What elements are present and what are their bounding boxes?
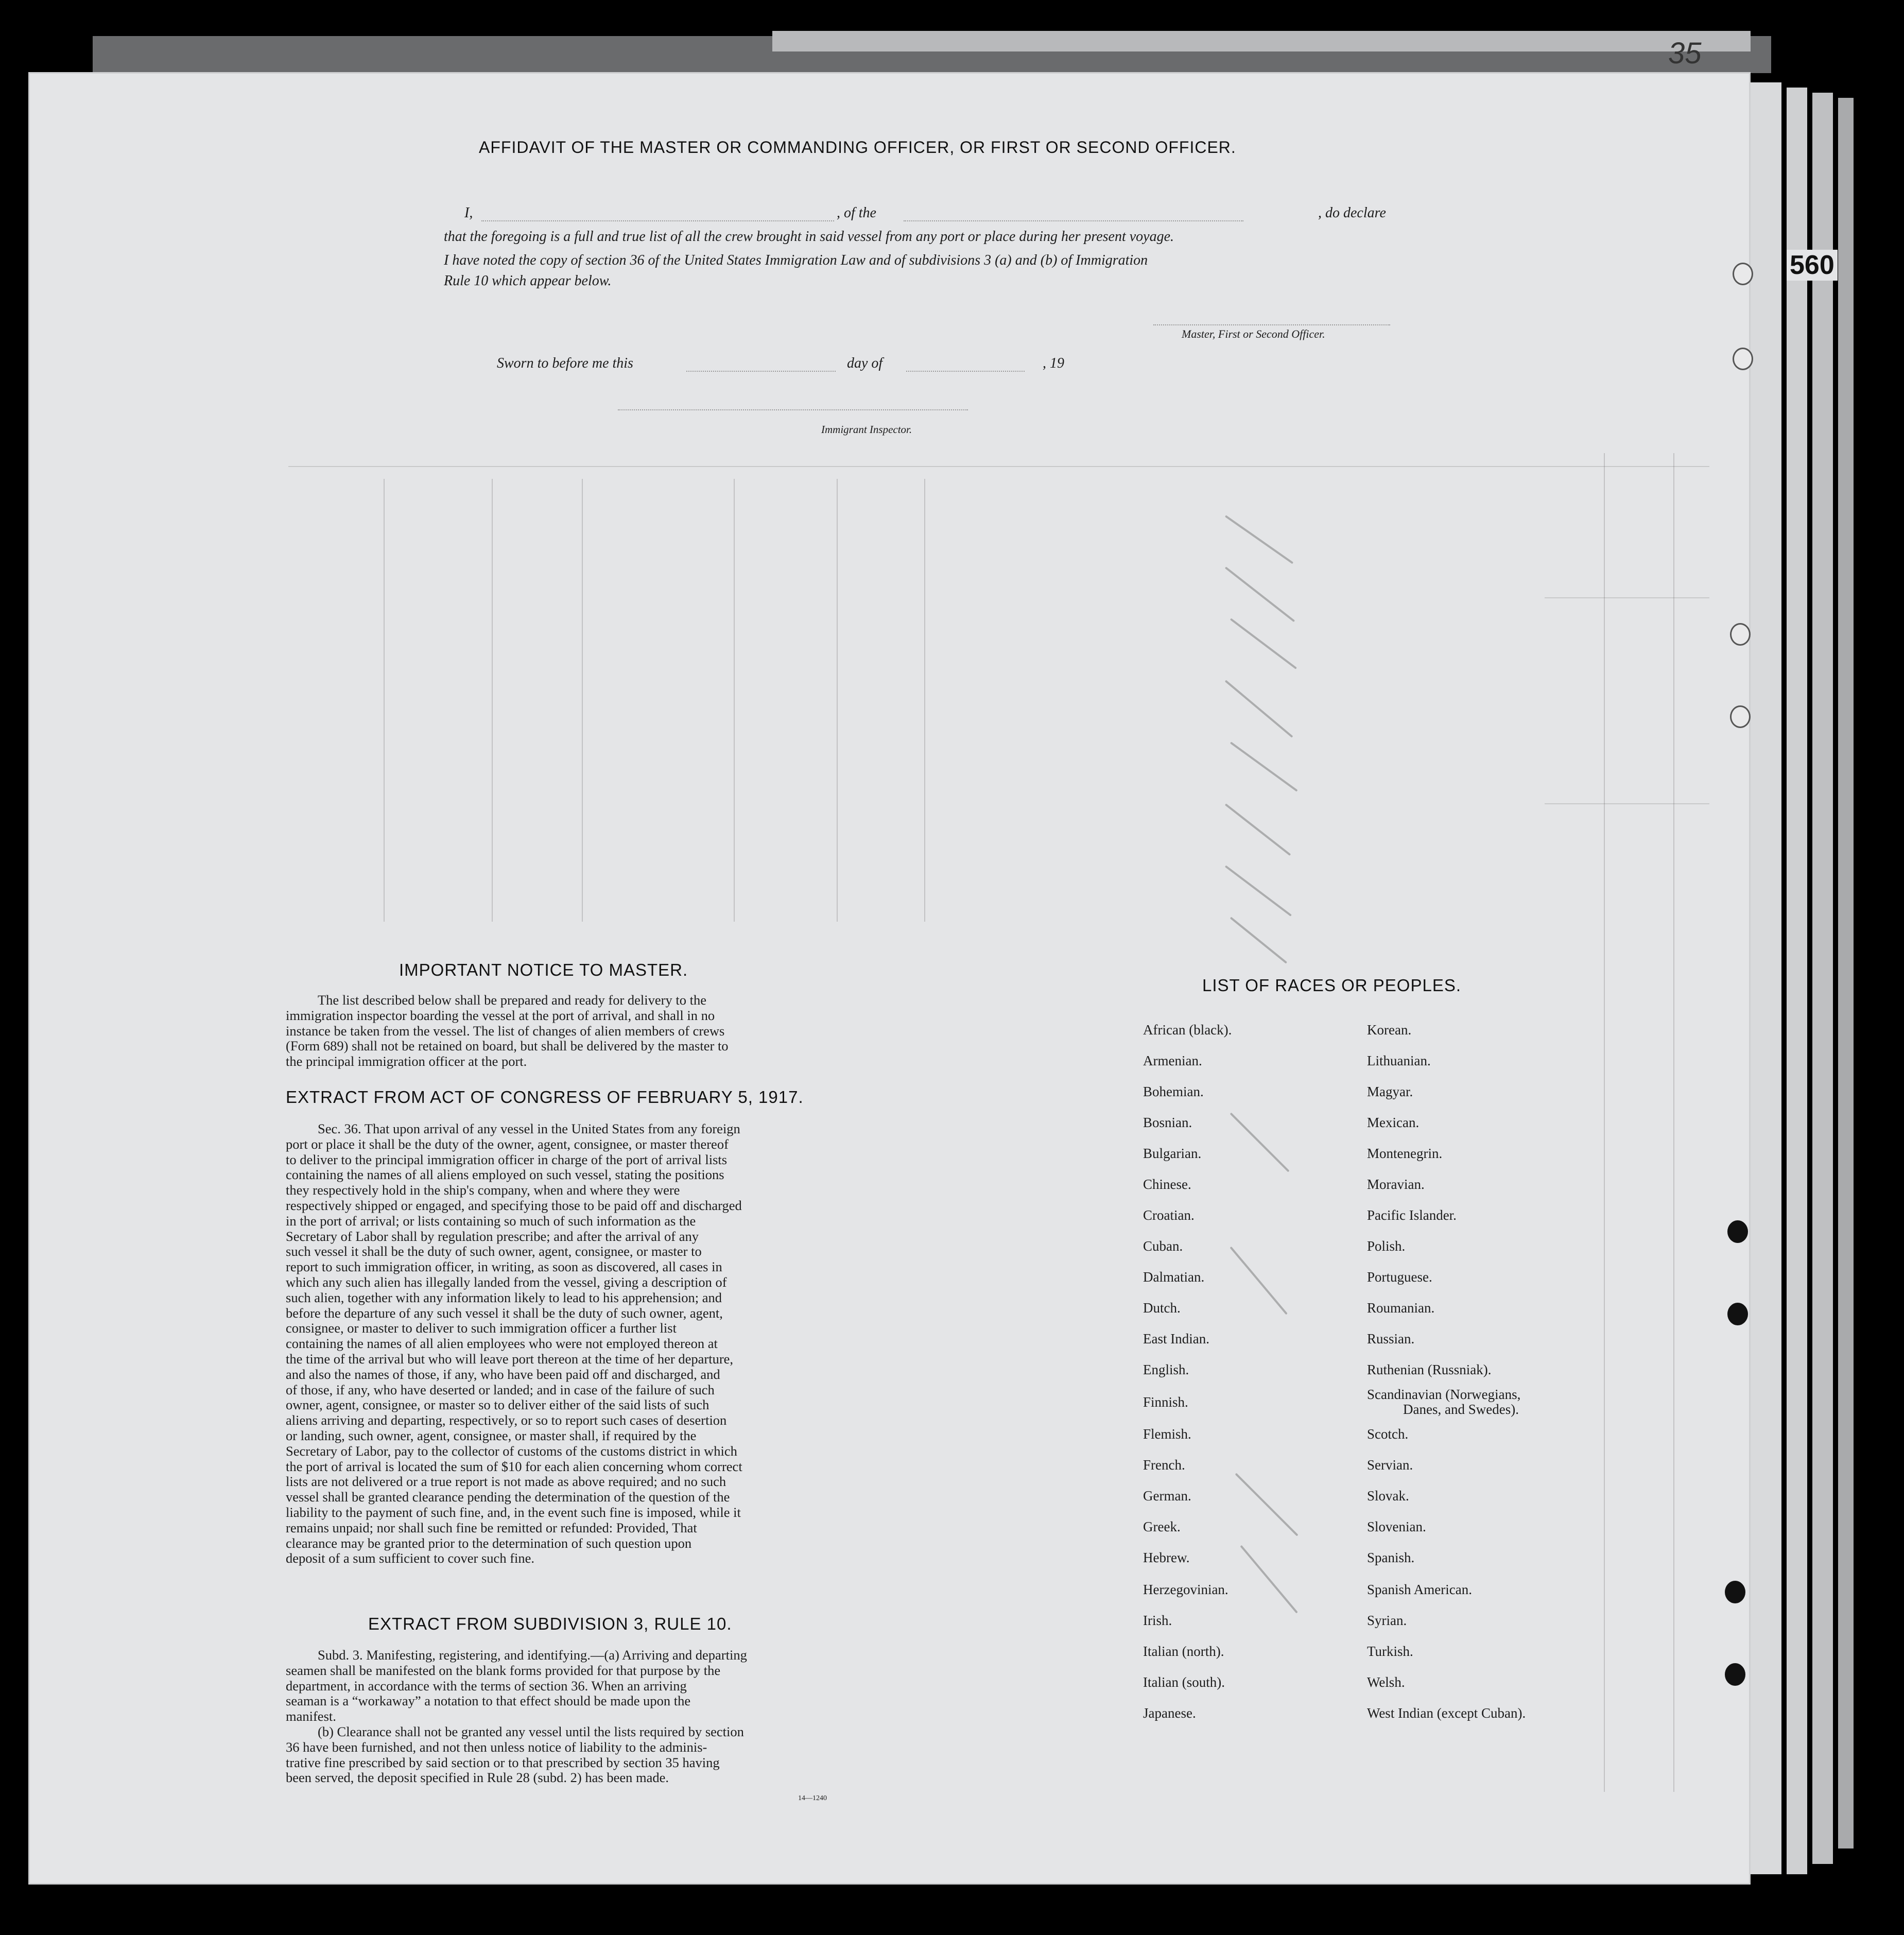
- affidavit-title: AFFIDAVIT OF THE MASTER OR COMMANDING OFFICER, OR FIRST OR SECOND OFFICER.: [479, 138, 1236, 157]
- inspector-label: Immigrant Inspector.: [821, 423, 912, 436]
- race-item: West Indian (except Cuban).: [1367, 1705, 1526, 1721]
- affidavit-line3: I have noted the copy of section 36 of the United States Immigration Law and of subdivisions 3 (a) and (b) of Immigration: [444, 252, 1148, 268]
- race-item: Syrian.: [1367, 1613, 1407, 1628]
- act-line: to deliver to the principal immigration officer in charge of the port of arrival lists: [286, 1151, 728, 1167]
- binder-hole: [1725, 1663, 1745, 1686]
- races-title: LIST OF RACES OR PEOPLES.: [1202, 976, 1462, 995]
- vessel-name-field[interactable]: [904, 220, 1243, 221]
- page-stack-edge-1: [1751, 82, 1781, 1874]
- act-line: they respectively hold in the ship's company, when and where they were: [286, 1182, 680, 1198]
- notice-line: instance be taken from the vessel. The list of changes of alien members of crews: [286, 1023, 725, 1039]
- notice-line: the principal immigration officer at the port.: [286, 1053, 527, 1069]
- act-title: EXTRACT FROM ACT OF CONGRESS OF FEBRUARY 5, 1917.: [286, 1087, 804, 1107]
- sworn-day-of: day of: [847, 355, 883, 371]
- notice-line: The list described below shall be prepared and ready for delivery to the: [318, 992, 706, 1008]
- act-line: Secretary of Labor shall by regulation prescribe; and after the arrival of any: [286, 1228, 699, 1244]
- ghost-row-line: [288, 466, 1709, 467]
- rule-title: EXTRACT FROM SUBDIVISION 3, RULE 10.: [368, 1614, 732, 1633]
- race-item: Dutch.: [1143, 1300, 1181, 1316]
- race-item: Croatian.: [1143, 1207, 1195, 1223]
- ghost-column-line: [924, 479, 925, 922]
- race-item: German.: [1143, 1488, 1191, 1504]
- act-line: such vessel it shall be the duty of such owner, agent, consignee, or master to: [286, 1243, 702, 1259]
- race-item: Spanish.: [1367, 1550, 1415, 1565]
- act-line: containing the names of all aliens employed on such vessel, stating the positions: [286, 1167, 724, 1183]
- master-name-field[interactable]: [481, 220, 834, 221]
- act-line: in the port of arrival; or lists containing so much of such information as the: [286, 1213, 696, 1229]
- ghost-column-line: [837, 479, 838, 922]
- binder-hole: [1733, 263, 1753, 285]
- act-line: vessel shall be granted clearance pending the determination of the question of the: [286, 1489, 730, 1505]
- race-item: Herzegovinian.: [1143, 1582, 1228, 1597]
- binder-hole: [1727, 1303, 1748, 1325]
- rule-line: department, in accordance with the terms of section 36. When an arriving: [286, 1678, 687, 1694]
- binder-hole: [1725, 1581, 1745, 1603]
- race-item: Magyar.: [1367, 1084, 1413, 1099]
- ghost-column-line: [1604, 453, 1605, 1792]
- act-line: consignee, or master to deliver to such immigration officer a further list: [286, 1320, 677, 1336]
- race-item: Servian.: [1367, 1457, 1413, 1473]
- act-line: clearance may be granted prior to the determination of such question upon: [286, 1535, 692, 1551]
- race-item: Danes, and Swedes).: [1403, 1402, 1519, 1417]
- race-item: Bohemian.: [1143, 1084, 1204, 1099]
- ghost-row-line: [1545, 597, 1709, 598]
- act-line: containing the names of all alien employees who were not employed thereon at: [286, 1336, 718, 1352]
- stamp-number: 560: [1787, 250, 1838, 281]
- race-item: Italian (north).: [1143, 1644, 1224, 1659]
- race-item: Scotch.: [1367, 1426, 1409, 1442]
- race-item: East Indian.: [1143, 1331, 1209, 1346]
- page-stack-edge-2: [1787, 88, 1807, 1874]
- race-item: Dalmatian.: [1143, 1269, 1205, 1285]
- page-number-handwritten: 35: [1668, 37, 1702, 70]
- ghost-column-line: [492, 479, 493, 922]
- page-stack-top-edge-2: [772, 31, 1751, 51]
- race-item: Japanese.: [1143, 1705, 1196, 1721]
- act-line: or landing, such owner, agent, consignee, or master shall, if required by the: [286, 1427, 697, 1443]
- race-item: Greek.: [1143, 1519, 1181, 1534]
- race-item: Slovenian.: [1367, 1519, 1426, 1534]
- act-line: liability to the payment of such fine, and, in the event such fine is imposed, while it: [286, 1504, 741, 1520]
- race-item: Bulgarian.: [1143, 1146, 1202, 1161]
- act-line: of those, if any, who have deserted or landed; and in case of the failure of such: [286, 1381, 715, 1397]
- notice-body: [286, 993, 864, 1069]
- notice-line: immigration inspector boarding the vessel at the port of arrival, and shall in no: [286, 1007, 715, 1023]
- race-item: Finnish.: [1143, 1394, 1188, 1410]
- page-stack-edge-4: [1838, 98, 1854, 1848]
- race-item: Pacific Islander.: [1367, 1207, 1457, 1223]
- race-item: Cuban.: [1143, 1238, 1183, 1254]
- race-item: Polish.: [1367, 1238, 1406, 1254]
- race-item: Armenian.: [1143, 1053, 1202, 1068]
- act-line: remains unpaid; nor shall such fine be remitted or refunded: Provided, That: [286, 1519, 697, 1535]
- race-item: Bosnian.: [1143, 1115, 1192, 1130]
- affidavit-declare: , do declare: [1318, 205, 1386, 221]
- act-line: which any such alien has illegally landed from the vessel, giving a description of: [286, 1274, 727, 1290]
- race-item: Moravian.: [1367, 1177, 1425, 1192]
- race-item: Turkish.: [1367, 1644, 1413, 1659]
- sworn-date-field[interactable]: [686, 371, 836, 372]
- act-line: before the departure of any such vessel it shall be the duty of such owner, agent,: [286, 1305, 723, 1321]
- act-line: port or place it shall be the duty of the owner, agent, consignee, or master thereof: [286, 1136, 729, 1152]
- page-stack-edge-3: [1812, 93, 1833, 1864]
- sworn-year: , 19: [1043, 355, 1064, 371]
- ghost-column-line: [1673, 453, 1674, 1792]
- master-signature-label: Master, First or Second Officer.: [1182, 327, 1325, 340]
- race-item: Portuguese.: [1367, 1269, 1432, 1285]
- binder-hole: [1727, 1220, 1748, 1243]
- rule-body: [286, 1648, 864, 1786]
- affidavit-i-prefix: I,: [464, 205, 473, 221]
- sworn-line: [497, 355, 1115, 376]
- rule-line: been served, the deposit specified in Rule 28 (subd. 2) has been made.: [286, 1770, 669, 1786]
- race-item: Ruthenian (Russniak).: [1367, 1362, 1492, 1377]
- notice-line: (Form 689) shall not be retained on board, but shall be delivered by the master to: [286, 1038, 729, 1054]
- act-line: Sec. 36. That upon arrival of any vessel in the United States from any foreign: [318, 1121, 740, 1136]
- ghost-column-line: [384, 479, 385, 922]
- act-line: the port of arrival is located the sum of $10 for each alien concerning whom correct: [286, 1458, 742, 1474]
- act-line: Secretary of Labor, pay to the collector of customs of the customs district in which: [286, 1443, 737, 1459]
- rule-line: 36 have been furnished, and not then unless notice of liability to the adminis-: [286, 1739, 707, 1755]
- rule-line: trative fine prescribed by said section or to that prescribed by section 35 having: [286, 1754, 720, 1770]
- rule-line: seamen shall be manifested on the blank forms provided for that purpose by the: [286, 1662, 721, 1678]
- race-item: Korean.: [1367, 1022, 1412, 1038]
- affidavit-of-the: , of the: [837, 205, 876, 221]
- affidavit-line4: Rule 10 which appear below.: [444, 273, 612, 289]
- notice-title: IMPORTANT NOTICE TO MASTER.: [399, 960, 688, 979]
- race-item: Chinese.: [1143, 1177, 1191, 1192]
- document-page: [28, 72, 1751, 1885]
- binder-hole: [1733, 348, 1753, 370]
- act-line: and also the names of those, if any, who have been paid off and discharged, and: [286, 1366, 720, 1382]
- act-line: report to such immigration officer, in writing, as soon as discovered, all cases in: [286, 1259, 722, 1275]
- ghost-row-line: [1545, 803, 1709, 804]
- race-item: Montenegrin.: [1367, 1146, 1443, 1161]
- race-item: Irish.: [1143, 1613, 1172, 1628]
- race-item: English.: [1143, 1362, 1189, 1377]
- race-item: Russian.: [1367, 1331, 1415, 1346]
- race-item: Lithuanian.: [1367, 1053, 1431, 1068]
- race-item: Italian (south).: [1143, 1674, 1225, 1690]
- act-line: such alien, together with any information likely to lead to his apprehension; and: [286, 1289, 722, 1305]
- race-item: Scandinavian (Norwegians,: [1367, 1387, 1521, 1402]
- binder-hole: [1730, 623, 1751, 646]
- inspector-signature-field[interactable]: [618, 409, 968, 410]
- rule-line: Subd. 3. Manifesting, registering, and identifying.—(a) Arriving and departing: [318, 1647, 747, 1663]
- act-body: [286, 1121, 864, 1566]
- sworn-prefix: Sworn to before me this: [497, 355, 633, 371]
- rule-line: (b) Clearance shall not be granted any vessel until the lists required by section: [318, 1723, 744, 1739]
- act-line: aliens arriving and departing, respectively, or so to report such cases of desertion: [286, 1412, 727, 1428]
- race-item: Slovak.: [1367, 1488, 1409, 1504]
- rule-line: seaman is a “workaway” a notation to that effect should be made upon the: [286, 1693, 691, 1709]
- race-item: African (black).: [1143, 1022, 1232, 1038]
- master-signature-field[interactable]: [1153, 324, 1390, 325]
- act-line: lists are not delivered or a true report is not made as above required; and no such: [286, 1474, 726, 1490]
- affidavit-line2: that the foregoing is a full and true list of all the crew brought in said vessel from any port or place during her present voyage.: [444, 229, 1174, 245]
- race-item: French.: [1143, 1457, 1185, 1473]
- race-item: Hebrew.: [1143, 1550, 1190, 1565]
- act-line: owner, agent, consignee, or master so to deliver either of the said lists of such: [286, 1397, 709, 1413]
- race-item: Spanish American.: [1367, 1582, 1472, 1597]
- binder-hole: [1730, 705, 1751, 728]
- ghost-column-line: [582, 479, 583, 922]
- race-item: Welsh.: [1367, 1674, 1405, 1690]
- race-item: Roumanian.: [1367, 1300, 1435, 1316]
- act-line: deposit of a sum sufficient to cover such fine.: [286, 1550, 535, 1566]
- act-line: respectively shipped or engaged, and specifying those to be paid off and discharged: [286, 1197, 742, 1213]
- race-item: Flemish.: [1143, 1426, 1191, 1442]
- ghost-column-line: [734, 479, 735, 922]
- rule-line: manifest.: [286, 1708, 336, 1724]
- sworn-month-field[interactable]: [906, 371, 1025, 372]
- affidavit-line1: [443, 205, 1411, 226]
- form-number: 14—1240: [798, 1794, 827, 1802]
- act-line: the time of the arrival but who will leave port thereon at the time of her departure,: [286, 1351, 734, 1367]
- race-item: Mexican.: [1367, 1115, 1420, 1130]
